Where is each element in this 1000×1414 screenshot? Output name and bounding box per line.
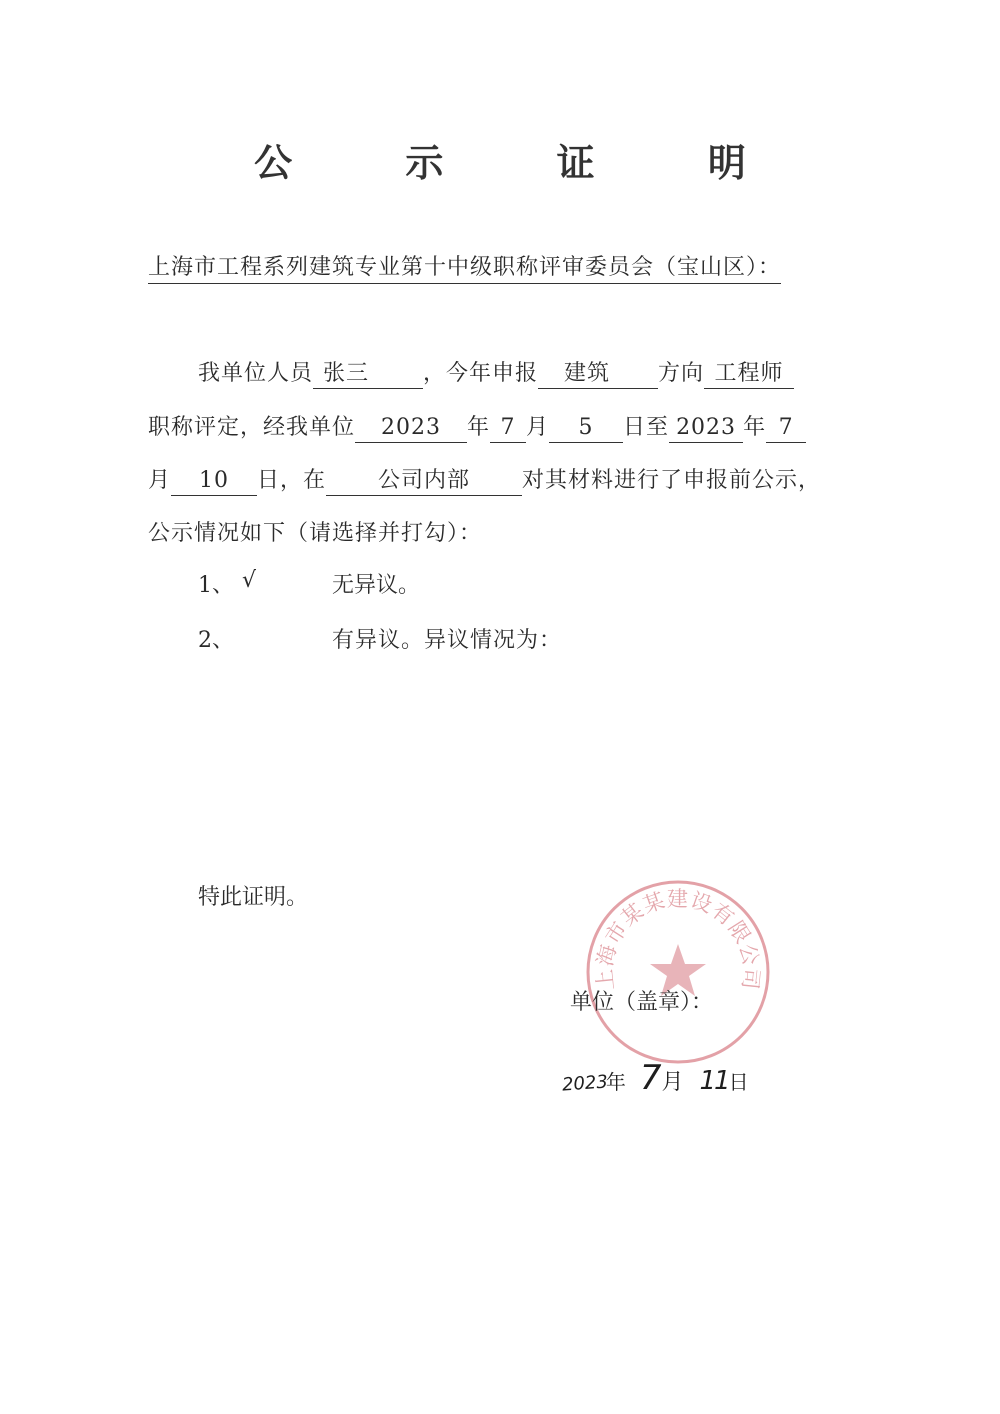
text: 对其材料进行了申报前公示， — [522, 468, 822, 493]
handwritten-month: 7 — [639, 1058, 662, 1098]
end-month-field: 7 — [766, 414, 806, 443]
body-line-3 — [148, 463, 821, 496]
text: 月 — [148, 468, 172, 493]
text: 日，在 — [257, 468, 327, 493]
major-field: 建筑 — [538, 360, 658, 389]
person-field: 张三 — [313, 360, 423, 389]
text: ，今年申报 — [423, 361, 539, 386]
option-2-number: 2、 — [198, 628, 234, 653]
handwritten-year: 2023 — [561, 1071, 609, 1096]
title-type-field: 工程师 — [704, 360, 794, 389]
text: 年 — [743, 415, 767, 440]
handwritten-date — [562, 1058, 749, 1098]
check-mark-icon: √ — [242, 568, 257, 593]
option-1-number: 1、 — [198, 573, 234, 598]
page-title: 公 示 证 明 — [254, 141, 796, 185]
body-line-4: 公示情况如下（请选择并打勾）： — [148, 521, 483, 546]
start-day-field: 5 — [549, 414, 623, 443]
option-1-text: 无异议。 — [332, 573, 421, 598]
text: 方向 — [658, 361, 705, 386]
body-line-2 — [148, 410, 806, 443]
body-line-1 — [198, 356, 794, 389]
company-seal — [584, 878, 772, 1066]
addressee: 上海市工程系列建筑专业第十中级职称评审委员会（宝山区）： — [148, 250, 781, 284]
end-day-field: 10 — [171, 467, 257, 496]
end-year-field: 2023 — [669, 414, 743, 443]
text: 年 — [467, 415, 491, 440]
text: 月 — [526, 415, 550, 440]
text: 我单位人员 — [198, 361, 314, 386]
handwritten-yue: 月 — [661, 1070, 684, 1095]
unit-seal-label: 单位（盖章）： — [570, 990, 714, 1015]
seal-text: 上海市某某建设有限公司 — [592, 886, 764, 992]
handwritten-ri: 日 — [728, 1070, 749, 1094]
text: 职称评定，经我单位 — [148, 415, 356, 440]
option-2-text: 有异议。异议情况为： — [332, 628, 563, 653]
handwritten-day: 11 — [699, 1066, 729, 1096]
text: 日至 — [623, 415, 670, 440]
start-month-field: 7 — [490, 414, 526, 443]
place-field: 公司内部 — [326, 467, 522, 496]
handwritten-nian: 年 — [605, 1070, 626, 1094]
closing-statement: 特此证明。 — [198, 885, 309, 910]
start-year-field: 2023 — [355, 414, 467, 443]
